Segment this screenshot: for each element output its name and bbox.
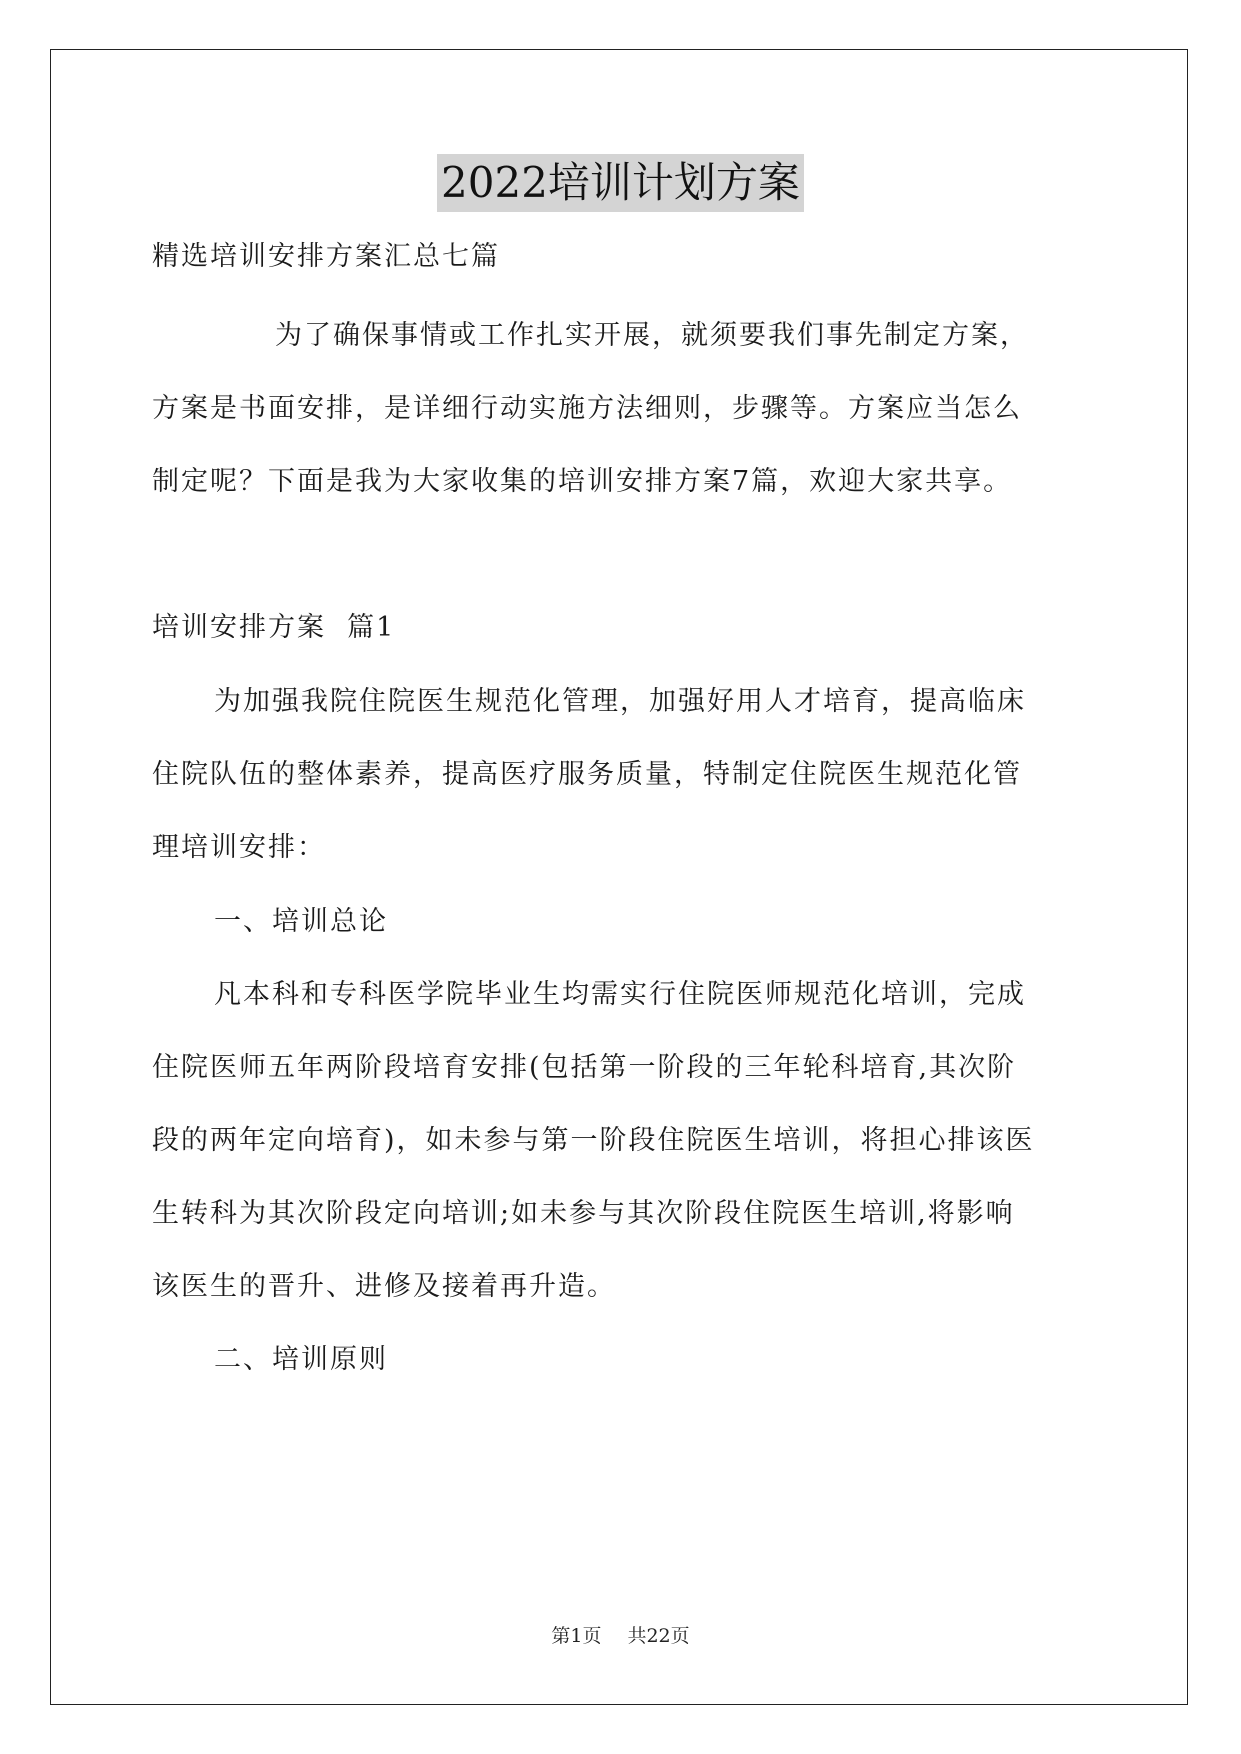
section-heading: 培训安排方案 篇1: [152, 612, 396, 643]
page-border: [50, 49, 1188, 1705]
page-total: 共22页: [627, 1625, 690, 1647]
para2-line-1: 凡本科和专科医学院毕业生均需实行住院医师规范化培训，完成: [214, 979, 1026, 1010]
para2-line-2: 住院医师五年两阶段培育安排(包括第一阶段的三年轮科培育,其次阶: [152, 1052, 1017, 1083]
document-title: 2022培训计划方案: [437, 154, 804, 212]
intro-line-3: 制定呢？下面是我为大家收集的培训安排方案7篇，欢迎大家共享。: [152, 466, 1013, 497]
heading-2: 二、培训原则: [214, 1344, 388, 1375]
intro-line-2: 方案是书面安排，是详细行动实施方法细则，步骤等。方案应当怎么: [152, 393, 1022, 424]
page-number: 第1页: [551, 1625, 602, 1647]
document-subtitle: 精选培训安排方案汇总七篇: [152, 241, 500, 272]
page-footer: [0, 1624, 1241, 1648]
para2-line-4: 生转科为其次阶段定向培训;如未参与其次阶段住院医生培训,将影响: [152, 1198, 1015, 1229]
para1-line-2: 住院队伍的整体素养，提高医疗服务质量，特制定住院医生规范化管: [152, 759, 1022, 790]
para2-line-5: 该医生的晋升、进修及接着再升造。: [152, 1271, 616, 1302]
para1-line-1: 为加强我院住院医生规范化管理，加强好用人才培育，提高临床: [214, 686, 1026, 717]
intro-line-1: 为了确保事情或工作扎实开展，就须要我们事先制定方案，: [275, 320, 1029, 351]
para2-line-3: 段的两年定向培育)，如未参与第一阶段住院医生培训，将担心排该医: [152, 1125, 1035, 1156]
heading-1: 一、培训总论: [214, 906, 388, 937]
para1-line-3: 理培训安排：: [152, 832, 326, 863]
title-wrap: [0, 154, 1241, 212]
